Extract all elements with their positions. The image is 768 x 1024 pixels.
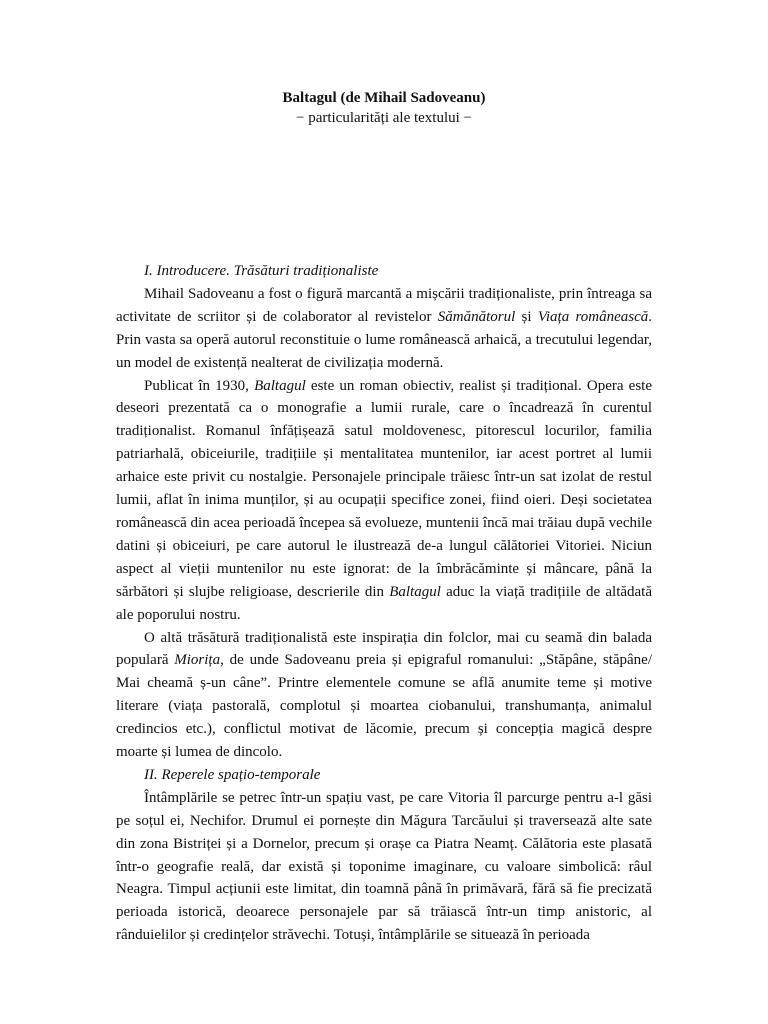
italic-text-run: Miorița [174, 652, 221, 669]
paragraph [116, 375, 652, 627]
text-run: aduc la viață tradițiile de altădată ale poporului nostru. [116, 583, 652, 623]
document-subtitle: − particularități ale textului − [295, 110, 473, 126]
text-run: Întâmplările se petrec într-un spațiu vast, pe care Vitoria îl parcurge pentru a-l găsi pe soțul ei, Nechifor. Drumul ei pornește din Măgura Tarcăului și traversează alte sate din zona Bistriței și a Dornelor, precum și orașe ca Piatra Neamț. Călătoria este plasată într-o geografie reală, dar există și toponime imaginare, cu valoare simbolică: râul Neagra. Timpul acțiunii este limitat, din toamnă până în primăvară, fără să fie precizată perioada istorică, deoarece personajele par să trăiască într-un timp anistoric, al rânduielilor și credințelor străvechi. Totuși, întâmplările se situează în perioada [116, 789, 652, 944]
text-run: , de unde Sadoveanu preia și epigraful romanului: „Stăpâne, stăpâne/ Mai cheamă ș-un câne”. Printre elementele comune se află anumite teme și motive literare (viața pastorală, complotul și moartea ciobanului, transhumanța, animalul credincios etc.), conflictul motivat de lăcomie, precum și concepția magică despre moarte și lumea de dincolo. [116, 652, 652, 761]
text-run: . Prin vasta sa operă autorul reconstituie o lume românească arhaică, a trecutului legendar, un model de existență nealterat de civilizația modernă. [116, 308, 653, 371]
document-body [116, 260, 652, 947]
italic-text-run: Baltagul [254, 377, 306, 394]
italic-text-run: Sămănătorul [437, 308, 516, 325]
paragraph [116, 627, 652, 764]
document-title: Baltagul (de Mihail Sadoveanu) [282, 90, 486, 106]
italic-text-run: Viața românească [537, 308, 649, 325]
paragraph [116, 283, 652, 375]
text-run: Mihail Sadoveanu a fost o figură marcantă a mișcării tradiționaliste, prin întreaga sa activitate de scriitor și de colaborator al revistelor [116, 285, 652, 325]
title-block [0, 88, 768, 128]
text-run: O altă trăsătură tradiționalistă este inspirația din folclor, mai cu seamă din balada populară [116, 629, 652, 669]
text-run: și [515, 308, 538, 325]
section-heading-repere: II. Reperele spațio-temporale [144, 766, 321, 783]
text-run: Publicat în 1930, [144, 377, 255, 394]
section-heading-introducere: I. Introducere. Trăsături tradiționaliste [144, 263, 379, 279]
paragraph [116, 787, 652, 947]
italic-text-run: Baltagul [389, 583, 441, 600]
text-run: este un roman obiectiv, realist și tradițional. Opera este deseori prezentată ca o monografie a lumii rurale, care o încadrează în curentul tradiționalist. Romanul înfățișează satul moldovenesc, pitorescul locurilor, familia patriarhală, obiceiurile, tradițiile și mentalitatea muntenilor, iar acest portret al lumii arhaice este privit cu nostalgie. Personajele principale trăiesc într-un sat izolat de restul lumii, aflat în inima munților, și au ocupații specifice zonei, fiind oieri. Deși societatea românească din acea perioadă începea să evolueze, muntenii încă mai trăiau după vechile datini și obiceiuri, pe care autorul le ilustrează de-a lungul călătoriei Vitoriei. Niciun aspect al vieții muntenilor nu este ignorat: de la îmbrăcăminte și mâncare, până la sărbători și slujbe religioase, descrierile din [116, 377, 652, 600]
